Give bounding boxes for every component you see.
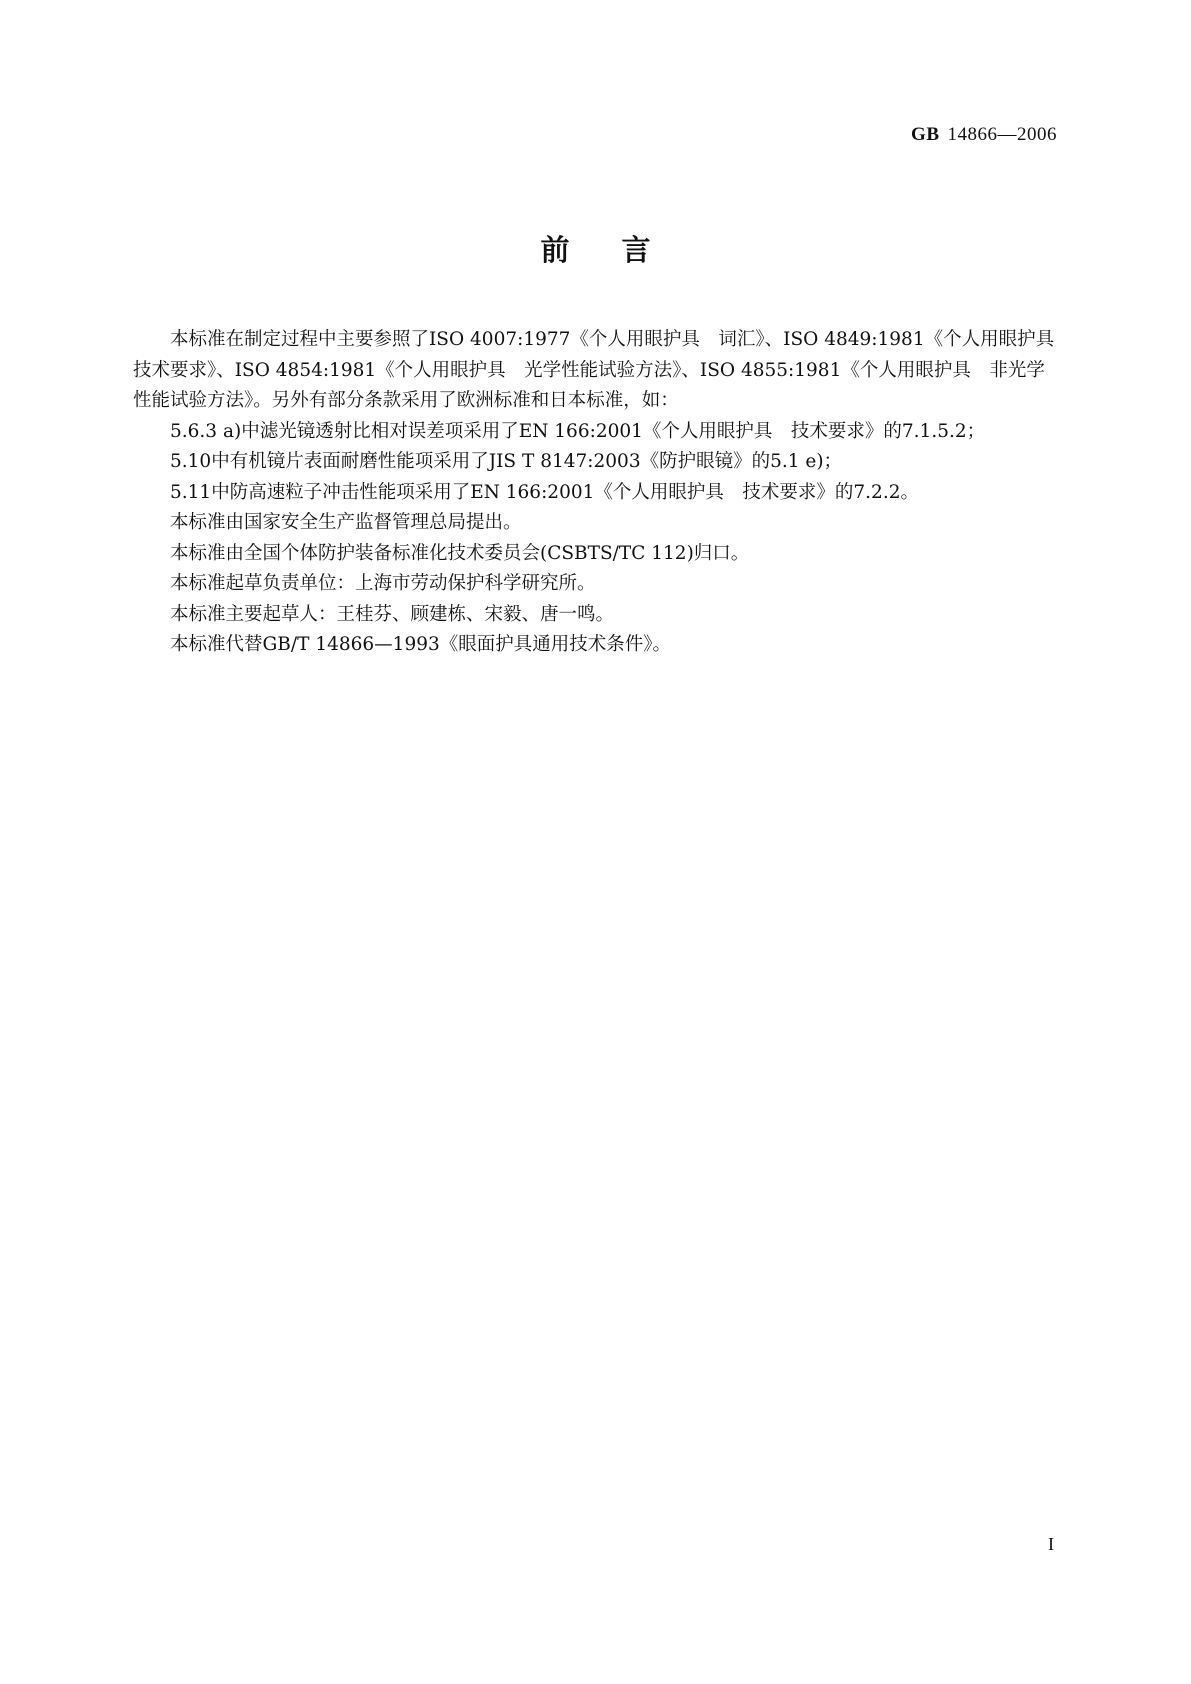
document-body [133,325,1073,661]
paragraph-drafting-unit: 本标准起草负责单位：上海市劳动保护科学研究所。 [170,573,596,594]
page-title: 前言 [540,233,703,267]
paragraph-proposer: 本标准由国家安全生产监督管理总局提出。 [170,512,522,533]
paragraph-administrator: 本标准由全国个体防护装备标准化技术委员会(CSBTS/TC 112)归口。 [170,542,750,564]
paragraph-clause-5-10: 5.10中有机镜片表面耐磨性能项采用了JIS T 8147:2003《防护眼镜》的5.1 e)； [170,451,843,472]
paragraph-clause-5-6-3: 5.6.3 a)中滤光镜透射比相对误差项采用了EN 166:2001《个人用眼护具 技术要求》的7.1.5.2； [170,420,986,442]
standard-code [911,124,1057,146]
standard-code-number: 14866—2006 [947,124,1057,145]
standard-code-prefix: GB [911,124,940,145]
page-number: I [1048,1534,1054,1554]
paragraph-clause-5-11: 5.11中防高速粒子冲击性能项采用了EN 166:2001《个人用眼护具 技术要求》的7.2.2。 [170,481,919,503]
paragraph-drafters: 本标准主要起草人：王桂芬、顾建栋、宋毅、唐一鸣。 [170,603,615,625]
paragraph-references: 本标准在制定过程中主要参照了ISO 4007:1977《个人用眼护具 词汇》、ISO 4849:1981《个人用眼护具 技术要求》、ISO 4854:1981《个人用眼护具 光学性能试验方法》、ISO 4855:1981《个人用眼护具 非光学性能试验方法》。另外有部分条款采用了欧洲标准和日本标准，如： [133,329,1073,411]
paragraph-replaces: 本标准代替GB/T 14866—1993《眼面护具通用技术条件》。 [170,634,672,655]
